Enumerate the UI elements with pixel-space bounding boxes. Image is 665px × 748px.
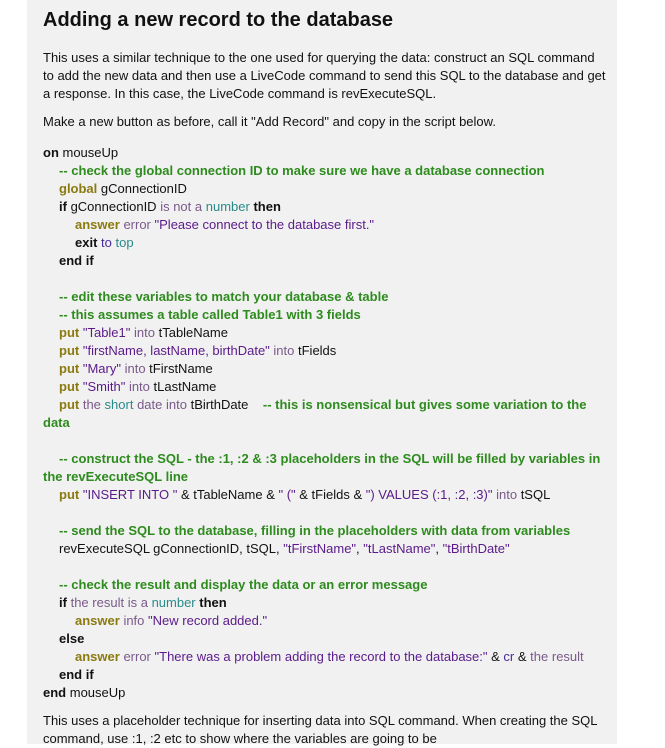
- article-content: [43, 0, 608, 748]
- code-comment: -- send the SQL to the database, filling in the placeholders with data from variables: [59, 523, 571, 538]
- code-line: if gConnectionID is not a number then: [59, 199, 281, 214]
- code-blank-line: [43, 432, 608, 450]
- code-line: put the short date into tBirthDate -- this is nonsensical but gives some variation to the data: [43, 397, 587, 430]
- code-comment: -- check the result and display the data or an error message: [59, 577, 428, 592]
- code-comment: -- this assumes a table called Table1 with 3 fields: [59, 307, 361, 322]
- outro-paragraph: This uses a placeholder technique for inserting data into SQL command. When creating the SQL command, use :1, :2 etc to show where the variables are going to be: [43, 713, 598, 746]
- code-line: answer error "There was a problem adding the record to the database:" & cr & the result: [75, 649, 584, 664]
- page-title: Adding a new record to the database: [43, 9, 394, 31]
- code-line: end mouseUp: [43, 685, 126, 700]
- code-line: put "INSERT INTO " & tTableName & " (" & tFields & ") VALUES (:1, :2, :3)" into tSQL: [59, 487, 551, 502]
- code-line: global gConnectionID: [59, 181, 187, 196]
- code-line: revExecuteSQL gConnectionID, tSQL, "tFirstName", "tLastName", "tBirthDate": [59, 541, 510, 556]
- code-line: put "firstName, lastName, birthDate" into tFields: [59, 343, 337, 358]
- code-line: end if: [59, 667, 94, 682]
- code-line: on mouseUp: [43, 145, 119, 160]
- code-block: [43, 144, 608, 702]
- instruction-paragraph: Make a new button as before, call it "Add Record" and copy in the script below.: [43, 114, 496, 129]
- code-comment: -- check the global connection ID to make sure we have a database connection: [59, 163, 545, 178]
- code-comment: -- construct the SQL - the :1, :2 & :3 placeholders in the SQL will be filled by variables in the revExecuteSQL line: [43, 451, 601, 484]
- page-background: [27, 0, 617, 744]
- code-line: answer error "Please connect to the database first.": [75, 217, 375, 232]
- intro-paragraph: This uses a similar technique to the one used for querying the data: construct an SQL command to add the new data and then use a LiveCode command to send this SQL to the database and get a response. In this case, the LiveCode command is revExecuteSQL.: [43, 50, 606, 101]
- code-comment: -- edit these variables to match your database & table: [59, 289, 389, 304]
- code-blank-line: [43, 270, 608, 288]
- code-line: put "Mary" into tFirstName: [59, 361, 213, 376]
- code-line: exit to top: [75, 235, 134, 250]
- code-line: put "Smith" into tLastName: [59, 379, 217, 394]
- code-line: if the result is a number then: [59, 595, 227, 610]
- code-line: else: [59, 631, 85, 646]
- code-line: put "Table1" into tTableName: [59, 325, 228, 340]
- code-line: answer info "New record added.": [75, 613, 268, 628]
- code-line: end if: [59, 253, 94, 268]
- code-blank-line: [43, 558, 608, 576]
- code-blank-line: [43, 504, 608, 522]
